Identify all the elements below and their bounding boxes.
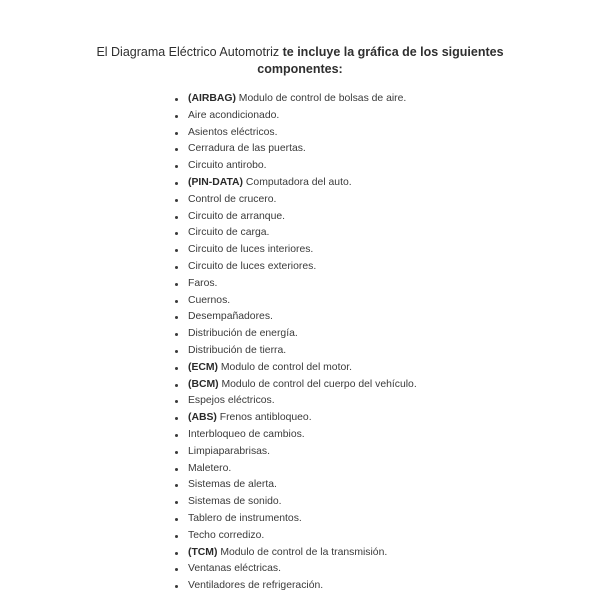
list-item — [174, 209, 574, 226]
list-item — [174, 309, 574, 326]
list-item — [174, 108, 574, 125]
bullet-icon — [175, 115, 178, 118]
bullet-icon — [175, 98, 178, 101]
component-text: Circuito de luces interiores. — [188, 244, 314, 256]
component-text: Interbloqueo de cambios. — [188, 428, 305, 440]
list-item — [174, 360, 574, 377]
component-text: Circuito antirobo. — [188, 160, 267, 172]
list-item — [174, 578, 574, 595]
component-text: Tablero de instrumentos. — [188, 512, 302, 524]
list-item — [174, 511, 574, 528]
bullet-icon — [175, 165, 178, 168]
bullet-icon — [175, 232, 178, 235]
list-item — [174, 91, 574, 108]
component-text: Circuito de luces exteriores. — [188, 260, 317, 272]
bullet-icon — [175, 266, 178, 269]
bullet-icon — [175, 518, 178, 521]
bullet-icon — [175, 199, 178, 202]
list-item — [174, 141, 574, 158]
component-text: Ventiladores de refrigeración. — [188, 580, 324, 592]
component-text: Cuernos. — [188, 294, 231, 306]
bullet-icon — [175, 434, 178, 437]
component-text: Techo corredizo. — [188, 529, 265, 541]
list-item — [174, 242, 574, 259]
component-text: Control de crucero. — [188, 193, 277, 205]
component-text: Cerradura de las puertas. — [188, 143, 306, 155]
component-text: Faros. — [188, 277, 218, 289]
bullet-icon — [175, 501, 178, 504]
bullet-icon — [175, 283, 178, 286]
bullet-icon — [175, 468, 178, 471]
list-item — [174, 461, 574, 478]
heading-bold-text: te incluye la gráfica de los siguientes componentes: — [257, 45, 504, 76]
component-text: Ventanas eléctricas. — [188, 563, 281, 575]
component-code: (ECM) — [188, 361, 219, 373]
bullet-icon — [175, 316, 178, 319]
component-text: Distribución de energía. — [188, 328, 298, 340]
list-item — [174, 444, 574, 461]
component-text: Modulo de control del motor. — [220, 361, 353, 373]
components-list — [174, 91, 574, 595]
bullet-icon — [175, 400, 178, 403]
component-text: Distribución de tierra. — [188, 344, 287, 356]
bullet-icon — [175, 350, 178, 353]
section-heading — [80, 44, 520, 78]
component-text: Sistemas de sonido. — [188, 496, 282, 508]
component-text: Aire acondicionado. — [188, 109, 280, 121]
bullet-icon — [175, 300, 178, 303]
component-text: Frenos antibloqueo. — [219, 412, 312, 424]
component-code: (PIN-DATA) — [188, 176, 244, 188]
list-item — [174, 293, 574, 310]
bullet-icon — [175, 132, 178, 135]
list-item — [174, 326, 574, 343]
component-text: Espejos eléctricos. — [188, 395, 275, 407]
bullet-icon — [175, 333, 178, 336]
component-text: Desempañadores. — [188, 311, 273, 323]
component-code: (TCM) — [188, 546, 218, 558]
list-item — [174, 259, 574, 276]
component-text: Modulo de control de bolsas de aire. — [238, 93, 407, 104]
bullet-icon — [175, 417, 178, 420]
bullet-icon — [175, 535, 178, 538]
bullet-icon — [175, 568, 178, 571]
bullet-icon — [175, 484, 178, 487]
component-text: Modulo de control de la transmisión. — [220, 546, 388, 558]
list-item — [174, 477, 574, 494]
component-code: (BCM) — [188, 378, 219, 390]
bullet-icon — [175, 216, 178, 219]
list-item — [174, 343, 574, 360]
component-text: Circuito de carga. — [188, 227, 270, 239]
list-item — [174, 545, 574, 562]
bullet-icon — [175, 182, 178, 185]
component-text: Computadora del auto. — [245, 176, 352, 188]
bullet-icon — [175, 585, 178, 588]
bullet-icon — [175, 367, 178, 370]
list-item — [174, 125, 574, 142]
list-item — [174, 528, 574, 545]
component-text: Modulo de control del cuerpo del vehículo. — [221, 378, 417, 390]
list-item — [174, 393, 574, 410]
list-item — [174, 175, 574, 192]
bullet-icon — [175, 148, 178, 151]
list-item — [174, 158, 574, 175]
heading-plain-text: El Diagrama Eléctrico Automotriz — [96, 45, 280, 59]
list-item — [174, 410, 574, 427]
component-code: (AIRBAG) — [188, 93, 236, 104]
list-item — [174, 377, 574, 394]
list-item — [174, 276, 574, 293]
component-text: Circuito de arranque. — [188, 210, 286, 222]
list-item — [174, 494, 574, 511]
bullet-icon — [175, 249, 178, 252]
list-item — [174, 427, 574, 444]
bullet-icon — [175, 451, 178, 454]
component-text: Asientos eléctricos. — [188, 126, 278, 138]
component-text: Sistemas de alerta. — [188, 479, 277, 491]
component-text: Maletero. — [188, 462, 232, 474]
component-code: (ABS) — [188, 412, 217, 424]
list-item — [174, 561, 574, 578]
bullet-icon — [175, 384, 178, 387]
bullet-icon — [175, 552, 178, 555]
list-item — [174, 192, 574, 209]
list-item — [174, 225, 574, 242]
component-text: Limpiaparabrisas. — [188, 445, 271, 457]
